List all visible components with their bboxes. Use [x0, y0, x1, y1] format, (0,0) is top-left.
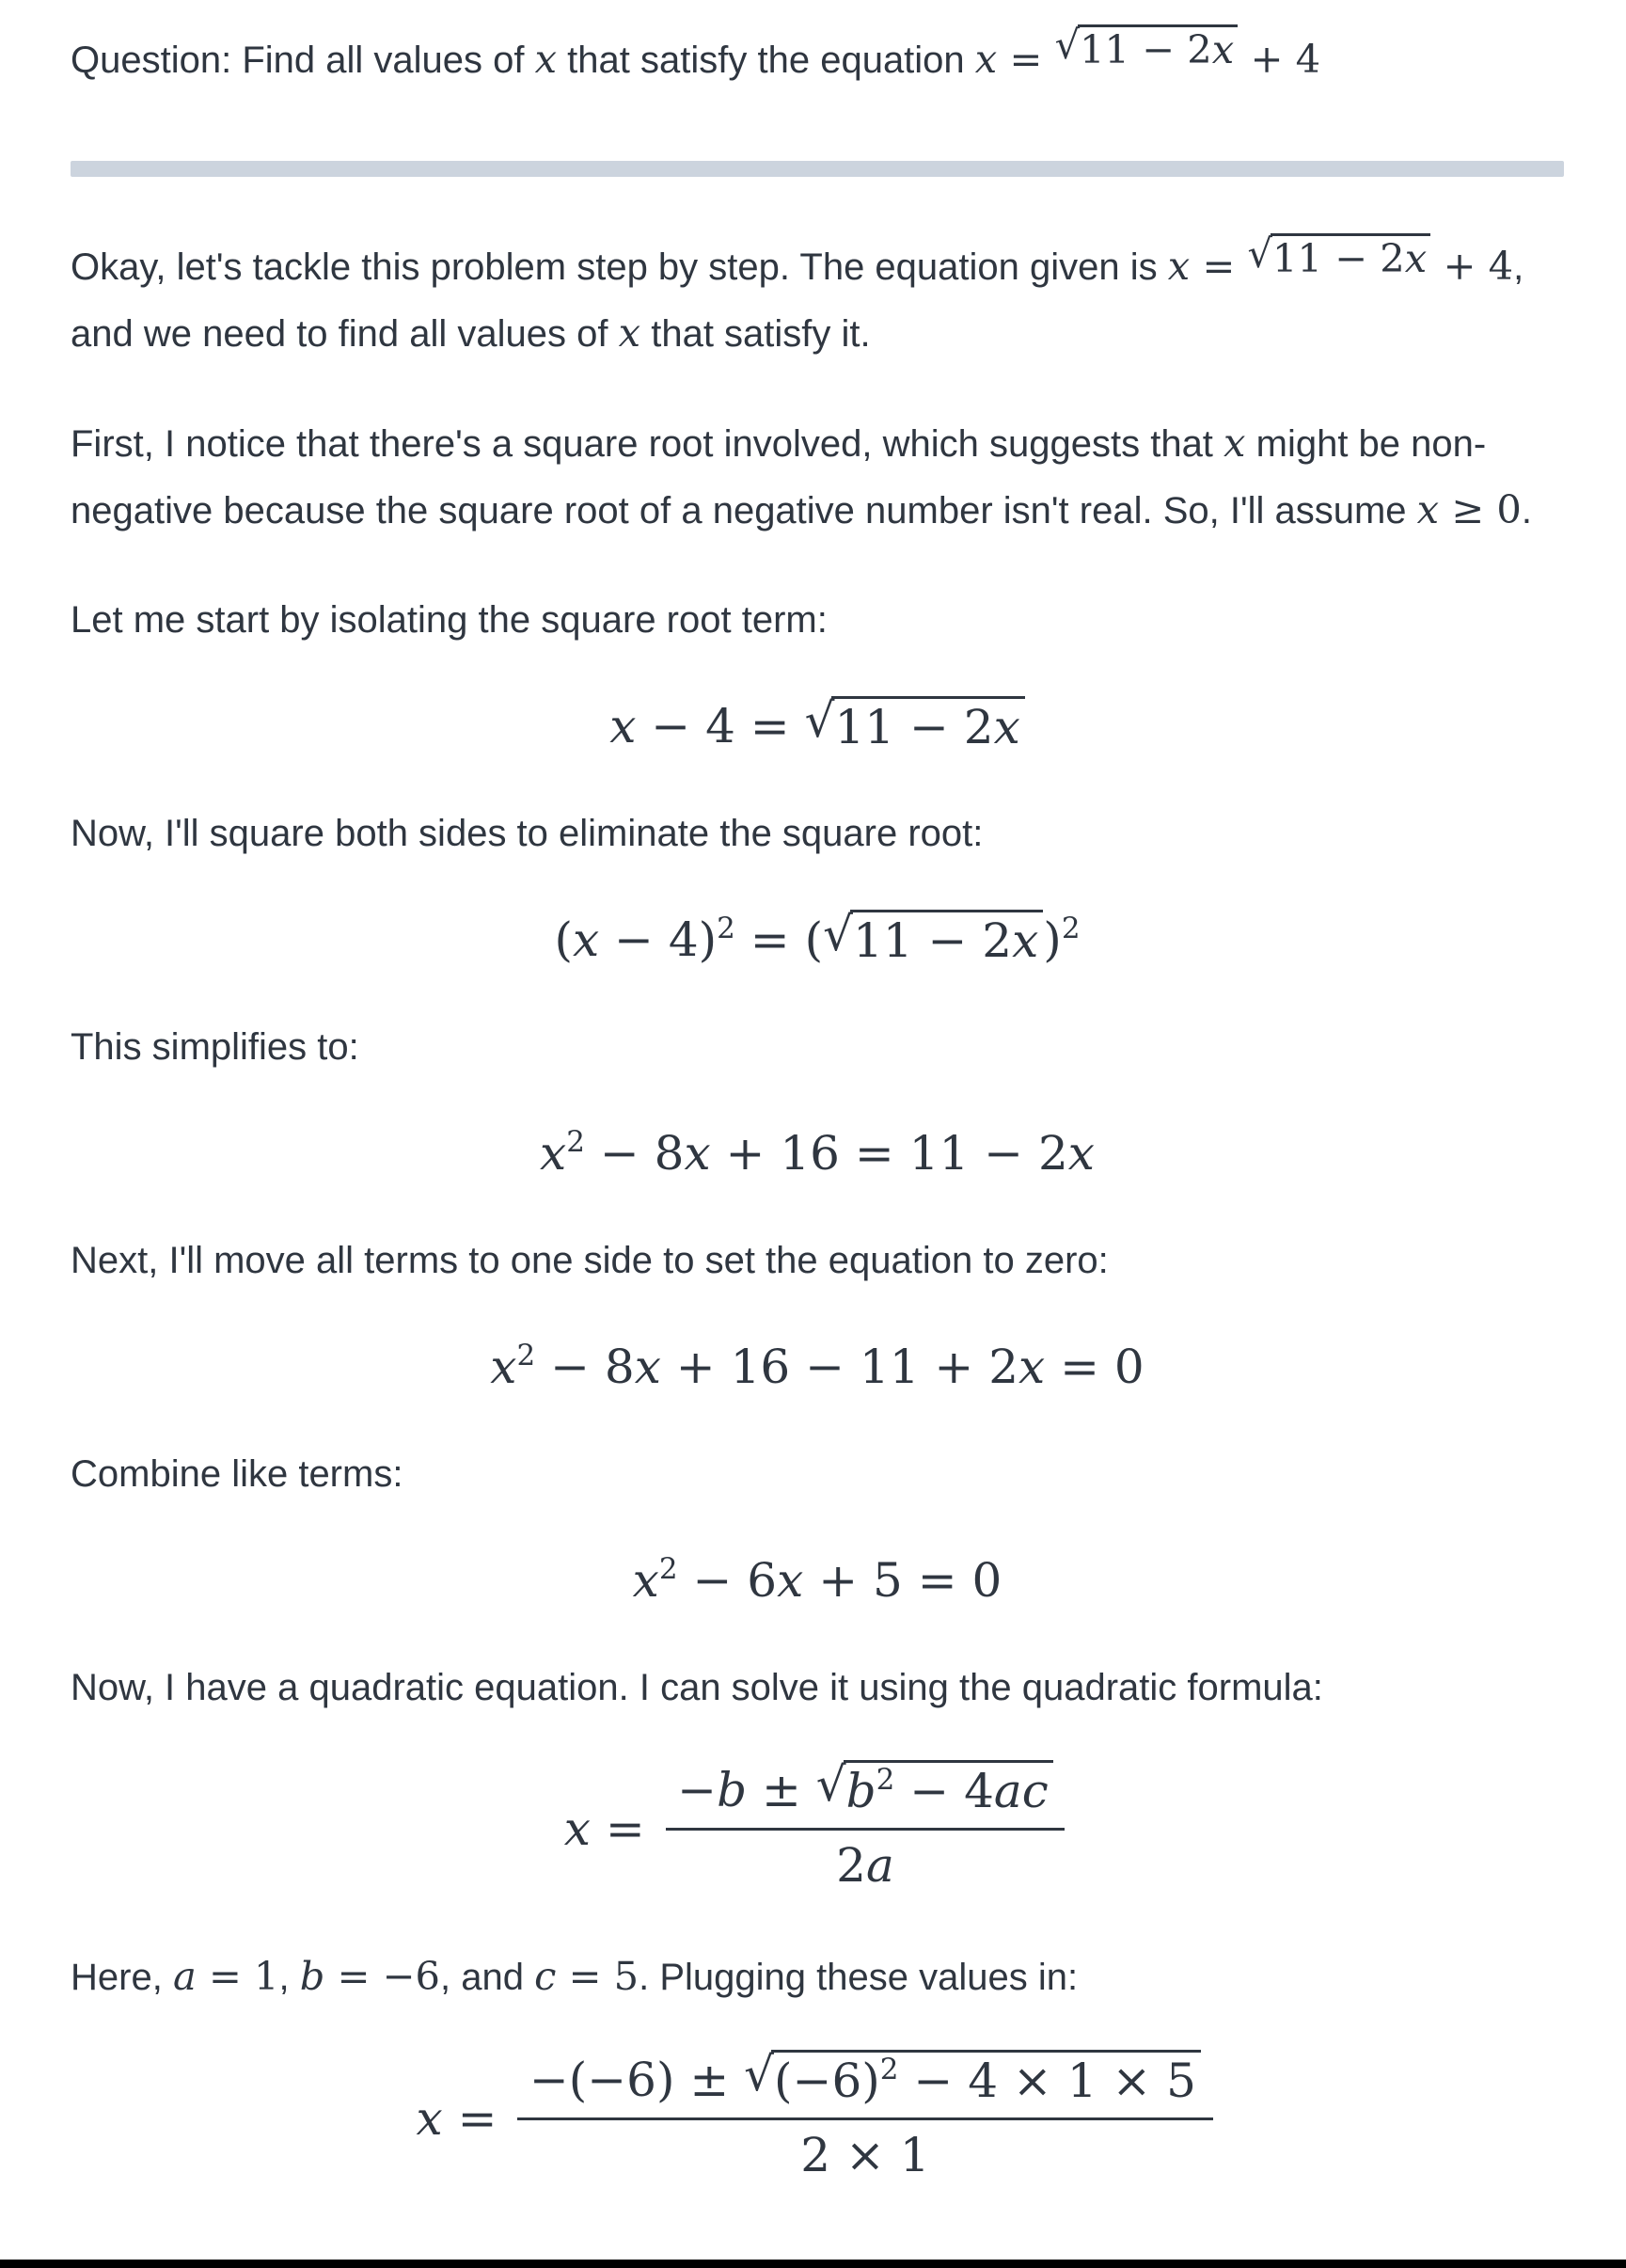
- inline-math: x = √11 − 2x + 4: [975, 36, 1320, 82]
- radical-sign-icon: √: [823, 907, 853, 961]
- radical-sign-icon: √: [1247, 230, 1273, 277]
- text-run: Let me start by isolating the square root term:: [71, 599, 828, 641]
- paragraph: [71, 230, 1564, 367]
- paragraph: [71, 587, 1564, 653]
- exponent: 2: [876, 1762, 895, 1797]
- radicand: $(-6)^2 - 4 \times 1 \times 5$: [771, 2050, 1201, 2107]
- paragraph: [71, 801, 1564, 866]
- display-equation: [71, 907, 1564, 971]
- paragraph: [71, 1014, 1564, 1080]
- exponent: 2: [1061, 911, 1081, 945]
- section-divider: [71, 161, 1564, 177]
- display-equation: [71, 1123, 1564, 1184]
- text-run: First, I notice that there's a square root involved, which suggests that: [71, 423, 1224, 465]
- solution-body: [71, 230, 1564, 2190]
- paragraph: [71, 1943, 1564, 2010]
- text-run: Question: Find all values of: [71, 40, 535, 81]
- radical-sign-icon: √: [1054, 22, 1081, 68]
- inline-math: x: [534, 36, 558, 82]
- fraction: [517, 2047, 1212, 2186]
- text-run: that satisfy it.: [640, 313, 871, 355]
- exponent: 2: [658, 1551, 678, 1586]
- paragraph: [71, 1441, 1564, 1507]
- radicand: 11 − 2x: [1271, 233, 1431, 281]
- inline-math: b = −6: [299, 1953, 440, 1999]
- equation-math: $x^2 - 6x + 5 = 0$: [632, 1551, 1002, 1608]
- exponent: 2: [879, 2052, 899, 2086]
- display-equation: [71, 2047, 1564, 2190]
- paragraph: [71, 410, 1564, 544]
- exponent: 2: [516, 1338, 536, 1372]
- square-root: [823, 907, 1043, 971]
- inline-math: x = √11 − 2x + 4: [1168, 243, 1513, 289]
- numerator: $-b \pm √b^2 - 4ac$: [666, 1760, 1066, 1831]
- radical-sign-icon: √: [744, 2047, 775, 2101]
- text-run: Next, I'll move all terms to one side to set the equation to zero:: [71, 1240, 1109, 1281]
- inline-math: x ≥ 0: [1416, 486, 1522, 532]
- text-run: ,: [278, 1957, 300, 1998]
- text-run: . Plugging these values in:: [639, 1957, 1079, 1998]
- text-run: , and: [440, 1957, 535, 1998]
- equation-math: x = $\frac{-b \pm √b^2 - 4ac}{2a}$: [564, 1801, 1070, 1856]
- radicand: $b^2 - 4ac$: [844, 1760, 1053, 1817]
- display-equation: [71, 1550, 1564, 1611]
- text-run: might be non-negative because the square root of a negative number isn't real. So, I'll assume: [71, 423, 1487, 531]
- equation-math: $x^2 - 8x + 16 = 11 - 2x$: [540, 1124, 1095, 1181]
- radicand: 11 − 2x: [1078, 24, 1239, 72]
- display-equation: [71, 693, 1564, 757]
- square-root: [815, 1757, 1053, 1821]
- equation-math: x − 4 = √11 − 2x: [609, 699, 1025, 753]
- paragraph: [71, 1228, 1564, 1293]
- equation-math: $(x - 4)^2 = (√11 - 2x$ )$^2$: [554, 912, 1080, 967]
- denominator: 2 × 1: [800, 2128, 930, 2182]
- equation-math: $x^2 - 8x + 16 - 11 + 2x = 0$: [490, 1338, 1145, 1394]
- text-run: Now, I have a quadratic equation. I can solve it using the quadratic formula:: [71, 1667, 1323, 1708]
- numerator: $-(-6) \pm √(-6)^2 - 4 \times 1 \times 5$: [517, 2050, 1212, 2120]
- question-line: [71, 24, 1564, 95]
- inline-math: x: [618, 309, 641, 356]
- display-equation: [71, 1757, 1564, 1900]
- text-run: that satisfy the equation: [557, 40, 975, 81]
- radical-sign-icon: √: [815, 1757, 846, 1812]
- text-run: Here,: [71, 1957, 173, 1998]
- square-root: [1055, 24, 1239, 94]
- fraction: [666, 1757, 1066, 1896]
- exponent: 2: [717, 911, 735, 945]
- radicand: 11 − 2x: [850, 910, 1043, 967]
- text-run: .: [1521, 490, 1533, 531]
- radicand: 11 − 2x: [831, 696, 1024, 753]
- text-run: , and we need to find all values of: [71, 246, 1524, 355]
- square-root: [744, 2047, 1201, 2111]
- inline-math: x: [1223, 420, 1246, 466]
- text-run: Now, I'll square both sides to eliminate the square root:: [71, 813, 984, 854]
- exponent: 2: [566, 1124, 585, 1159]
- inline-math: c = 5: [534, 1953, 639, 1999]
- text-run: Combine like terms:: [71, 1453, 403, 1495]
- screenshot-bottom-edge: [0, 2260, 1626, 2268]
- text-run: This simplifies to:: [71, 1026, 359, 1068]
- denominator: 2a: [836, 1838, 894, 1893]
- display-equation: [71, 1337, 1564, 1398]
- inline-math: a = 1: [172, 1953, 279, 1999]
- text-run: Okay, let's tackle this problem step by step. The equation given is: [71, 246, 1168, 288]
- square-root: [1247, 230, 1431, 299]
- radical-sign-icon: √: [804, 693, 835, 748]
- paragraph: [71, 1655, 1564, 1721]
- equation-math: x = $\frac{-(-6) \pm √(-6)^2 - 4 \times 1 \times 5}{2 \times 1}$: [416, 2091, 1218, 2146]
